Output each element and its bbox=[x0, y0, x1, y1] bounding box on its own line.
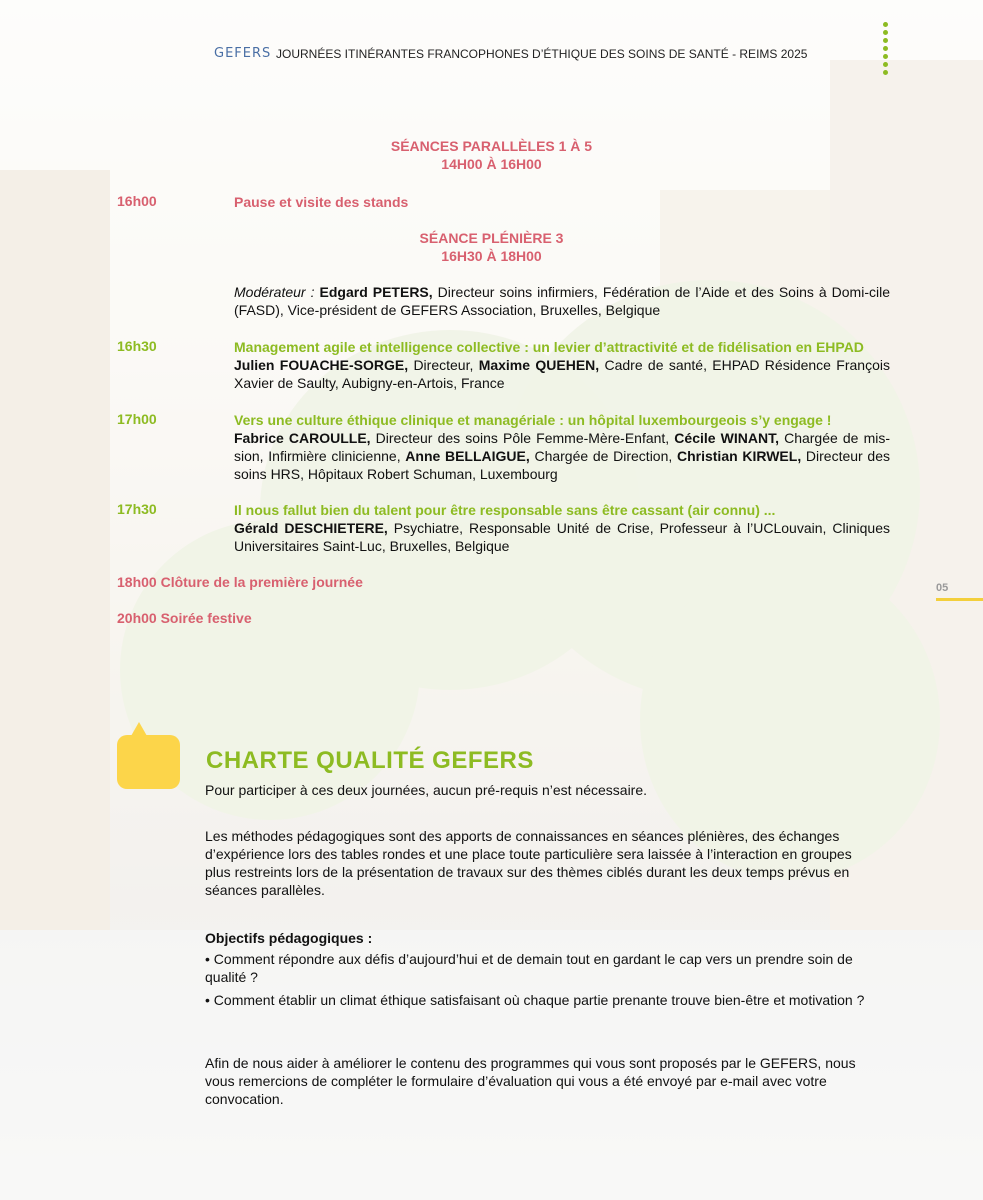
objective-bullet: • Comment répondre aux défis d’aujourd’hui et de demain tout en gardant le cap vers un prendre soin de qualité ? bbox=[205, 951, 853, 985]
speaker-name: Fabrice CAROULLE, bbox=[234, 430, 371, 446]
speaker-name: Christian KIRWEL, bbox=[676, 448, 802, 464]
speech-bubble-tail bbox=[131, 722, 147, 736]
gefers-logo: GEFERS bbox=[214, 46, 272, 61]
plenary-title: SÉANCE PLÉNIÈRE 3 bbox=[419, 230, 564, 246]
plenary-heading bbox=[0, 229, 983, 265]
speaker-name: Gérald DESCHIETERE, bbox=[234, 520, 388, 536]
session-title: Management agile et intelligence collective : un levier d’attractivité et de fidélisation en EHPAD bbox=[234, 339, 864, 355]
pause-time: 16h00 bbox=[117, 193, 157, 209]
session-title: Il nous fallut bien du talent pour être responsable sans être cassant (air connu) ... bbox=[234, 502, 776, 518]
speaker-name: Maxime QUEHEN, bbox=[478, 357, 600, 373]
speaker-role: Psychiatre, Responsable Unité de Crise, Professeur à l’UCLouvain, Cliniques Universitaires Saint-Luc, Bruxelles, Belgique bbox=[234, 520, 891, 554]
session-time: 16h30 bbox=[117, 338, 157, 354]
page-number-underline bbox=[936, 598, 983, 601]
pause-label: Pause et visite des stands bbox=[234, 194, 409, 210]
charte-methods: Les méthodes pédagogiques sont des apports de connaissances en séances plénières, des échanges d’expérience lors des tables rondes et une place toute particulière sera laissée à l’interaction en groupes plus restreints lors de la présentation de travaux sur des thèmes ciblés durant les deux temps prévus en séances parallèles. bbox=[205, 828, 852, 898]
parallel-title: SÉANCES PARALLÈLES 1 À 5 bbox=[390, 138, 593, 154]
evening-line: 20h00 Soirée festive bbox=[117, 610, 252, 626]
speaker-name: Julien FOUACHE-SORGE, bbox=[234, 357, 409, 373]
speaker-role: Directeur, bbox=[408, 357, 479, 373]
moderator-desc: Directeur soins infirmiers, Fédération de l’Aide et des Soins à Domi-cile (FASD), Vice-président de GEFERS Association, Bruxelles, Belgique bbox=[234, 284, 891, 318]
session-block bbox=[234, 338, 890, 392]
decorative-dots bbox=[882, 22, 890, 78]
objectives-label: Objectifs pédagogiques : bbox=[205, 930, 373, 946]
page-number: 05 bbox=[936, 582, 949, 594]
moderator-name: Edgard PETERS, bbox=[319, 284, 433, 300]
session-block bbox=[234, 501, 890, 555]
moderator-label: Modérateur : bbox=[234, 284, 315, 300]
session-speakers bbox=[234, 429, 890, 483]
charte-title: CHARTE QUALITÉ GEFERS bbox=[206, 747, 534, 774]
parallel-time: 14H00 À 16H00 bbox=[441, 156, 542, 172]
speech-bubble-icon bbox=[117, 735, 180, 789]
speaker-role: Chargée de Direction, bbox=[529, 448, 677, 464]
charte-intro: Pour participer à ces deux journées, aucun pré-requis n’est nécessaire. bbox=[205, 782, 648, 798]
session-speakers bbox=[234, 519, 890, 555]
parallel-sessions-heading bbox=[0, 137, 983, 173]
speaker-role: Chargée de mis-sion, Infirmière clinicienne, bbox=[234, 430, 890, 464]
plenary-time: 16H30 À 18H00 bbox=[441, 248, 542, 264]
speaker-role: Directeur des soins Pôle Femme-Mère-Enfant, bbox=[370, 430, 675, 446]
closing-line: 18h00 Clôture de la première journée bbox=[117, 574, 363, 590]
session-speakers bbox=[234, 356, 890, 392]
session-title: Vers une culture éthique clinique et managériale : un hôpital luxembourgeois s’y engage ! bbox=[234, 412, 832, 428]
speaker-name: Cécile WINANT, bbox=[674, 430, 779, 446]
speaker-role: Directeur des soins HRS, Hôpitaux Robert Schuman, Luxembourg bbox=[234, 448, 890, 482]
objective-bullet: • Comment établir un climat éthique satisfaisant où chaque partie prenante trouve bien-être et motivation ? bbox=[205, 992, 865, 1008]
moderator-text bbox=[234, 283, 890, 319]
session-block bbox=[234, 411, 890, 483]
session-time: 17h00 bbox=[117, 411, 157, 427]
session-time: 17h30 bbox=[117, 501, 157, 517]
charte-evaluation: Afin de nous aider à améliorer le contenu des programmes qui vous sont proposés par le GEFERS, nous vous remercions de compléter le formulaire d’évaluation qui vous a été envoyé par e-mail avec votre convocation. bbox=[205, 1055, 856, 1107]
speaker-role: Cadre de santé, EHPAD Résidence François Xavier de Saulty, Aubigny-en-Artois, France bbox=[234, 357, 890, 391]
header-title: JOURNÉES ITINÉRANTES FRANCOPHONES D’ÉTHIQUE DES SOINS DE SANTÉ - REIMS 2025 bbox=[276, 47, 808, 61]
speaker-name: Anne BELLAIGUE, bbox=[405, 448, 530, 464]
